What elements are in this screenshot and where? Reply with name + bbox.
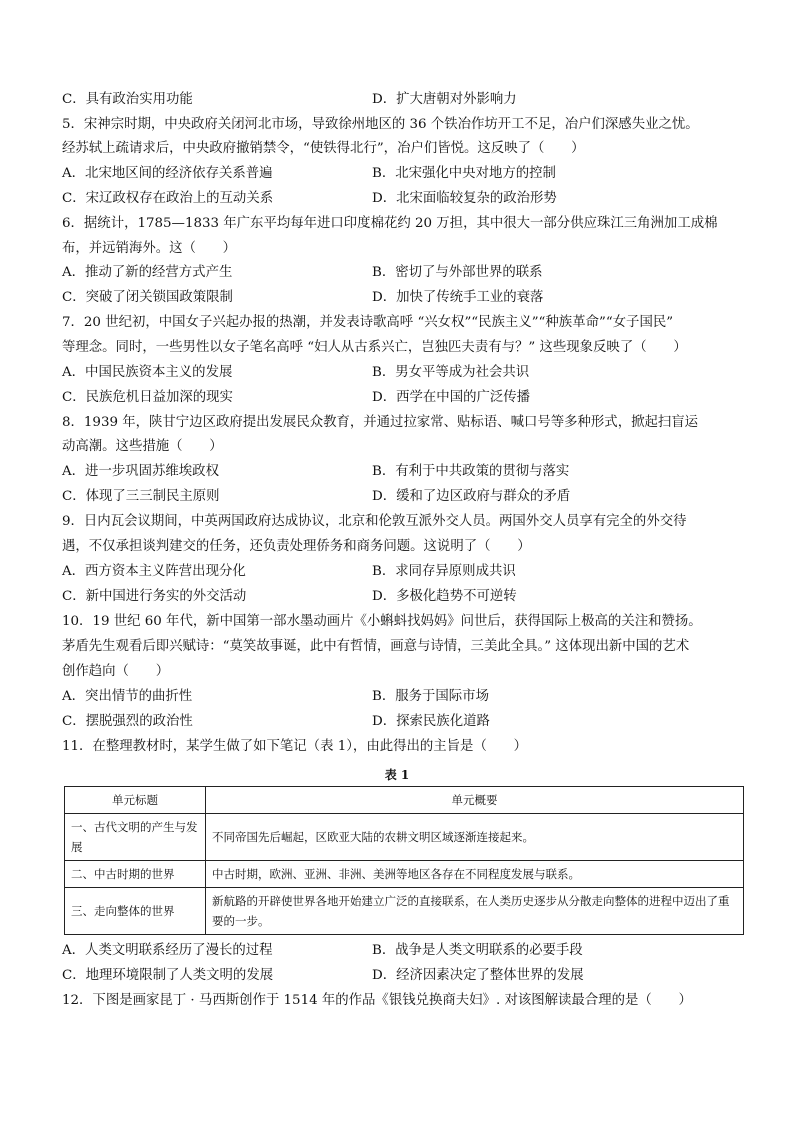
q12-stem: 12．下图是画家昆丁 · 马西斯创作于 1514 年的作品《银钱兑换商夫妇》. 对该图解读最合理的是（ ） xyxy=(62,993,692,1008)
q5-option-a: A．北宋地区间的经济依存关系普遍 xyxy=(62,166,273,181)
q6-option-b: B．密切了与外部世界的联系 xyxy=(372,265,543,280)
unit-summary-cell: 新航路的开辟使世界各地开始建立广泛的直接联系，在人类历史逐步从分散走向整体的进程中迈出了重要的一步。 xyxy=(206,888,744,935)
q10-option-a: A．突出情节的曲折性 xyxy=(62,689,193,704)
q9-option-c: C．新中国进行务实的外交活动 xyxy=(62,589,247,604)
table-row xyxy=(65,888,744,935)
q4-option-d: D．扩大唐朝对外影响力 xyxy=(372,92,517,107)
q5-option-b: B．北宋强化中央对地方的控制 xyxy=(372,166,556,181)
q4-option-c: C．具有政治实用功能 xyxy=(62,92,193,107)
q8-option-a: A．进一步巩固苏维埃政权 xyxy=(62,464,219,479)
q10-option-b: B．服务于国际市场 xyxy=(372,689,489,704)
q9-option-d: D．多极化趋势不可逆转 xyxy=(372,589,517,604)
notes-table xyxy=(64,786,744,935)
q5-option-c: C．宋辽政权存在政治上的互动关系 xyxy=(62,191,274,206)
table-row xyxy=(65,861,744,888)
q7-option-a: A．中国民族资本主义的发展 xyxy=(62,365,233,380)
q8-stem-line1: 8．1939 年，陕甘宁边区政府提出发展民众教育，并通过拉家常、贴标语、喊口号等多种形式，掀起扫盲运 xyxy=(62,415,699,430)
table-header-row xyxy=(65,787,744,814)
q11-option-d: D．经济因素决定了整体世界的发展 xyxy=(372,968,584,983)
q10-option-d: D．探索民族化道路 xyxy=(372,714,490,729)
unit-summary-cell: 中古时期，欧洲、亚洲、非洲、美洲等地区各存在不同程度发展与联系。 xyxy=(206,861,744,888)
q9-option-b: B．求同存异原则成共识 xyxy=(372,564,516,579)
q8-stem-line2: 动高潮。这些措施（ ） xyxy=(62,439,223,454)
q6-option-a: A．推动了新的经营方式产生 xyxy=(62,265,233,280)
table-row xyxy=(65,814,744,861)
q11-option-c: C．地理环境限制了人类文明的发展 xyxy=(62,968,274,983)
q6-stem-line2: 布，并远销海外。这（ ） xyxy=(62,241,237,256)
q11-option-a: A．人类文明联系经历了漫长的过程 xyxy=(62,943,273,958)
q8-option-d: D．缓和了边区政府与群众的矛盾 xyxy=(372,489,571,504)
q10-stem-line1: 10．19 世纪 60 年代，新中国第一部水墨动画片《小蝌蚪找妈妈》问世后，获得国际上极高的关注和赞扬。 xyxy=(62,614,702,629)
q7-option-c: C．民族危机日益加深的现实 xyxy=(62,390,233,405)
q7-stem-line1: 7．20 世纪初，中国女子兴起办报的热潮，并发表诗歌高呼 “兴女权”“民族主义”“种族革命”“女子国民” xyxy=(62,315,674,330)
unit-title-cell: 三、走向整体的世界 xyxy=(65,888,206,935)
q8-option-c: C．体现了三三制民主原则 xyxy=(62,489,220,504)
q11-stem: 11．在整理教材时，某学生做了如下笔记（表 1），由此得出的主旨是（ ） xyxy=(62,739,528,754)
q6-option-d: D．加快了传统手工业的衰落 xyxy=(372,290,544,305)
q6-option-c: C．突破了闭关锁国政策限制 xyxy=(62,290,233,305)
q10-stem-line2: 茅盾先生观看后即兴赋诗：“莫笑故事诞，此中有哲情，画意与诗情，三美此全具。” 这体现出新中国的艺术 xyxy=(62,639,690,654)
table-header-cell: 单元概要 xyxy=(206,787,744,814)
q7-option-d: D．西学在中国的广泛传播 xyxy=(372,390,531,405)
q5-option-d: D．北宋面临较复杂的政治形势 xyxy=(372,191,557,206)
q7-stem-line2: 等理念。同时，一些男性以女子笔名高呼 “妇人从古系兴亡，岂独匹夫责有与？” 这些现象反映了（ ） xyxy=(62,340,687,355)
unit-title-cell: 一、古代文明的产生与发展 xyxy=(65,814,206,861)
q10-option-c: C．摆脱强烈的政治性 xyxy=(62,714,193,729)
q10-stem-line3: 创作趋向（ ） xyxy=(62,664,170,679)
q9-option-a: A．西方资本主义阵营出现分化 xyxy=(62,564,246,579)
q9-stem-line2: 遇，不仅承担谈判建交的任务，还负责处理侨务和商务问题。这说明了（ ） xyxy=(62,539,531,554)
q8-option-b: B．有利于中共政策的贯彻与落实 xyxy=(372,464,570,479)
unit-title-cell: 二、中古时期的世界 xyxy=(65,861,206,888)
q5-stem-line2: 经苏轼上疏请求后，中央政府撤销禁令，“使铁得北行”，冶户们皆悦。这反映了（ ） xyxy=(62,141,585,156)
table-header-cell: 单元标题 xyxy=(65,787,206,814)
unit-summary-cell: 不同帝国先后崛起，区欧亚大陆的农耕文明区域逐渐连接起来。 xyxy=(206,814,744,861)
table-caption: 表 1 xyxy=(384,768,410,782)
q7-option-b: B．男女平等成为社会共识 xyxy=(372,365,530,380)
q11-option-b: B．战争是人类文明联系的必要手段 xyxy=(372,943,583,958)
q6-stem-line1: 6．据统计，1785—1833 年广东平均每年进口印度棉花约 20 万担，其中很大一部分供应珠江三角洲加工成棉 xyxy=(62,216,718,231)
q5-stem-line1: 5．宋神宗时期，中央政府关闭河北市场，导致徐州地区的 36 个铁冶作坊开工不足，冶户们深感失业之忧。 xyxy=(62,117,699,132)
q9-stem-line1: 9．日内瓦会议期间，中英两国政府达成协议，北京和伦敦互派外交人员。两国外交人员享有完全的外交待 xyxy=(62,514,687,529)
